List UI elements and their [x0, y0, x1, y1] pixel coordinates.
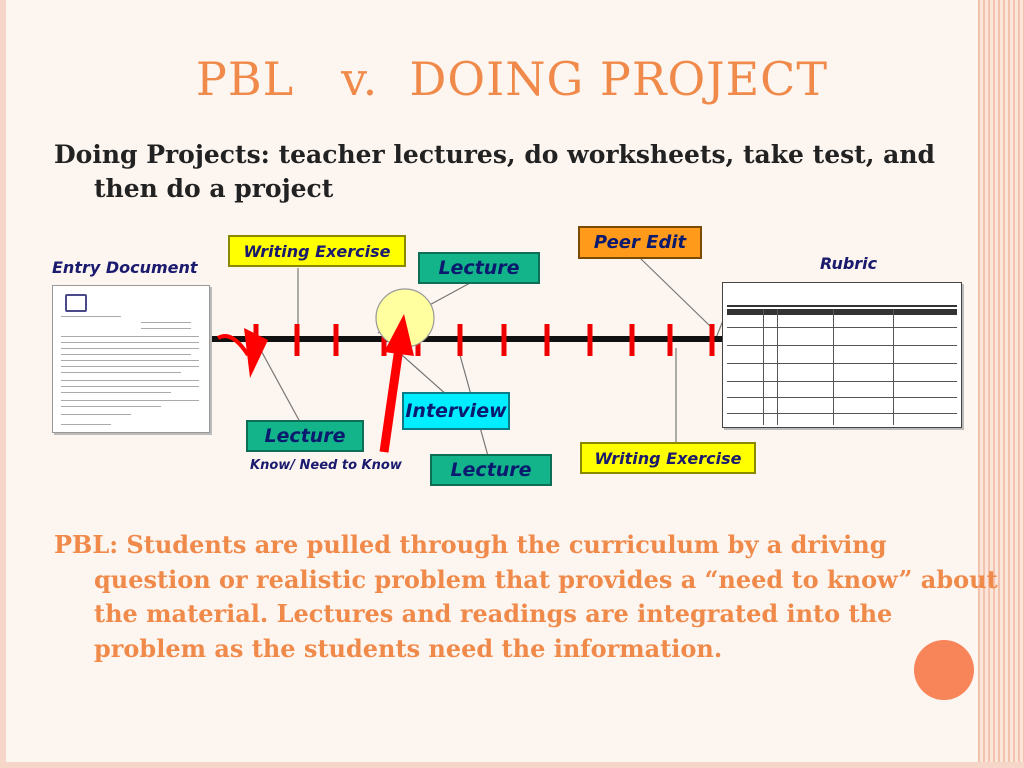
pbl-paragraph: PBL: Students are pulled through the curriculum by a driving question or realistic problem that provides a “need to know” about the material. Lectures and readings are integrated into the problem as the students need the information.	[54, 530, 998, 663]
connector-peer-edit	[640, 258, 710, 326]
peer-edit-box: Peer Edit	[578, 226, 702, 259]
know-need-to-know-label: Know/ Need to Know	[250, 458, 402, 473]
rubric-header	[727, 287, 957, 307]
lecture-left-box: Lecture	[246, 420, 364, 452]
rubric-thumbnail	[722, 282, 962, 428]
decorative-orange-circle	[914, 640, 974, 700]
slide-title: PBL v. DOING PROJECT	[195, 52, 829, 106]
writing-exercise-top-box: Writing Exercise	[228, 235, 406, 267]
big-red-arrow-shaft	[384, 348, 399, 452]
interview-box: Interview	[402, 392, 510, 430]
entry-document-label: Entry Document	[52, 258, 198, 277]
rubric-criteria-bar	[727, 309, 957, 315]
lecture-bottom-box: Lecture	[430, 454, 552, 486]
writing-exercise-bottom-box: Writing Exercise	[580, 442, 756, 474]
entry-document-thumbnail	[52, 285, 210, 433]
curved-arrow-left-head	[244, 328, 268, 378]
entry-document-logo	[65, 294, 87, 312]
connector-lecture-left	[258, 345, 300, 422]
rubric-label: Rubric	[820, 254, 878, 273]
doing-projects-paragraph: Doing Projects: teacher lectures, do worksheets, take test, and then do a project	[54, 140, 935, 203]
lecture-top-box: Lecture	[418, 252, 540, 284]
